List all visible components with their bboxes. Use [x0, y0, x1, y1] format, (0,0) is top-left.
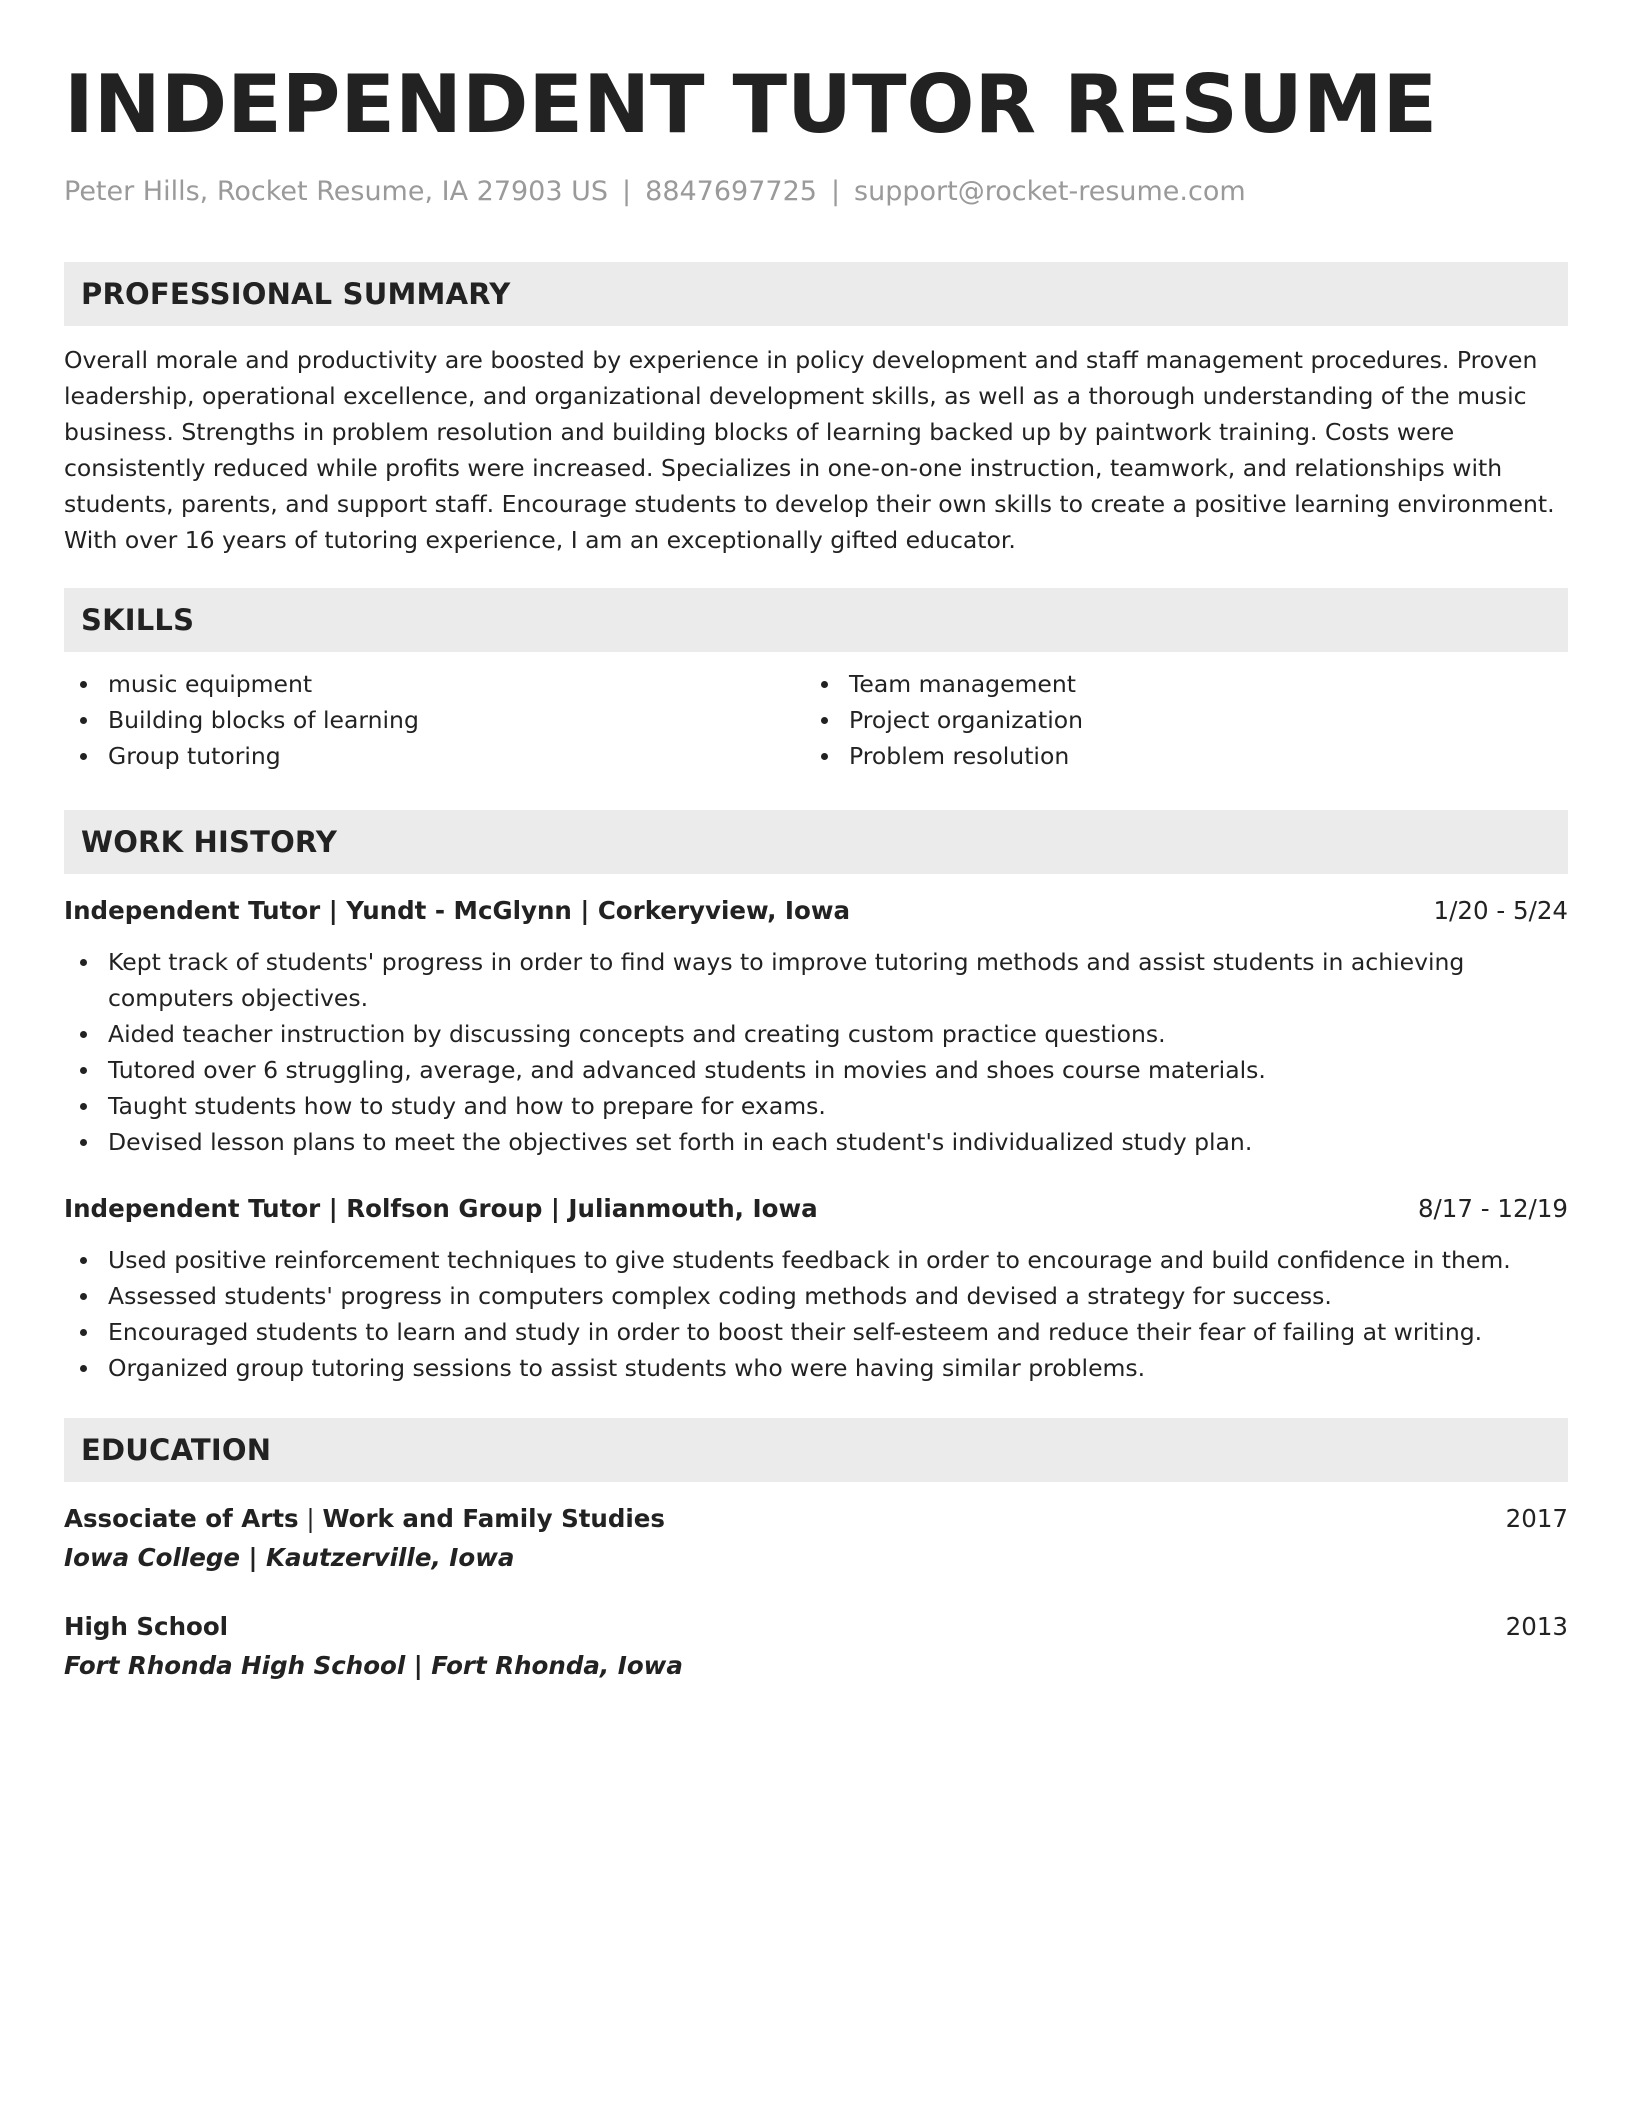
education-year: 2013 — [1505, 1612, 1568, 1641]
skills-section-header — [64, 588, 1568, 652]
education-degree: High School — [64, 1612, 229, 1641]
job-bullets — [64, 944, 1568, 1160]
education-degree: Associate of Arts — [64, 1504, 299, 1533]
contact-line — [64, 172, 1568, 212]
job-bullets — [64, 1242, 1568, 1386]
education-entry — [64, 1500, 1568, 1578]
contact-address: Peter Hills, Rocket Resume, IA 27903 US — [64, 176, 609, 207]
job-header — [64, 1190, 1568, 1228]
summary-heading: PROFESSIONAL SUMMARY — [81, 277, 511, 311]
job-bullet: Assessed students' progress in computers complex coding methods and devised a strategy for success. — [64, 1278, 1568, 1314]
contact-separator: | — [622, 176, 632, 207]
skill-item: Team management — [805, 666, 1546, 702]
job-dates: 1/20 - 5/24 — [1433, 896, 1568, 925]
job-bullet: Used positive reinforcement techniques to give students feedback in order to encourage and build confidence in them. — [64, 1242, 1568, 1278]
job-bullet: Aided teacher instruction by discussing concepts and creating custom practice questions. — [64, 1016, 1568, 1052]
skill-item: Building blocks of learning — [64, 702, 805, 738]
skills-list — [64, 666, 1568, 774]
skill-item: music equipment — [64, 666, 805, 702]
resume-title: INDEPENDENT TUTOR RESUME — [64, 58, 1438, 151]
skill-item: Project organization — [805, 702, 1546, 738]
education-year: 2017 — [1505, 1504, 1568, 1533]
job-bullet: Tutored over 6 struggling, average, and advanced students in movies and shoes course materials. — [64, 1052, 1568, 1088]
contact-email: support@rocket-resume.com — [854, 176, 1246, 207]
education-title: Associate of Arts | Work and Family Studies — [64, 1504, 666, 1533]
job-bullet: Organized group tutoring sessions to assist students who were having similar problems. — [64, 1350, 1568, 1386]
job-entry — [64, 892, 1568, 1160]
summary-section-header — [64, 262, 1568, 326]
job-bullet: Kept track of students' progress in order to find ways to improve tutoring methods and assist students in achieving computers objectives. — [64, 944, 1568, 1016]
education-section-header — [64, 1418, 1568, 1482]
job-bullet: Taught students how to study and how to prepare for exams. — [64, 1088, 1568, 1124]
job-bullet: Devised lesson plans to meet the objectives set forth in each student's individualized study plan. — [64, 1124, 1568, 1160]
skills-column-right — [805, 666, 1546, 774]
contact-separator: | — [830, 176, 841, 207]
education-header — [64, 1608, 1568, 1646]
skills-heading: SKILLS — [81, 603, 195, 637]
summary-text: Overall morale and productivity are boosted by experience in policy development and staff management procedures. Proven leadership, operational excellence, and organizational development skills, as well as a thorough understanding of the music business. Strengths in problem resolution and building blocks of learning backed up by paintwork training. Costs were consistently reduced while profits were increased. Specializes in one-on-one instruction, teamwork, and relationships with students, parents, and support staff. Encourage students to develop their own skills to create a positive learning environment. With over 16 years of tutoring experience, I am an exceptionally gifted educator. — [64, 346, 1555, 554]
work-section-header — [64, 810, 1568, 874]
job-title: Independent Tutor | Yundt - McGlynn | Corkeryview, Iowa — [64, 896, 851, 925]
job-dates: 8/17 - 12/19 — [1417, 1194, 1568, 1223]
education-school: Fort Rhonda High School | Fort Rhonda, Iowa — [64, 1651, 683, 1680]
skill-item: Problem resolution — [805, 738, 1546, 774]
education-field: Work and Family Studies — [322, 1504, 666, 1533]
job-header — [64, 892, 1568, 930]
job-entry — [64, 1190, 1568, 1386]
education-header — [64, 1500, 1568, 1538]
education-school: Iowa College | Kautzerville, Iowa — [64, 1543, 515, 1572]
education-heading: EDUCATION — [81, 1433, 272, 1467]
skill-item: Group tutoring — [64, 738, 805, 774]
skills-column-left — [64, 666, 805, 774]
contact-phone: 8847697725 — [645, 176, 817, 207]
job-bullet: Encouraged students to learn and study in order to boost their self-esteem and reduce their fear of failing at writing. — [64, 1314, 1568, 1350]
job-title: Independent Tutor | Rolfson Group | Julianmouth, Iowa — [64, 1194, 818, 1223]
work-heading: WORK HISTORY — [81, 825, 338, 859]
education-entry — [64, 1608, 1568, 1686]
